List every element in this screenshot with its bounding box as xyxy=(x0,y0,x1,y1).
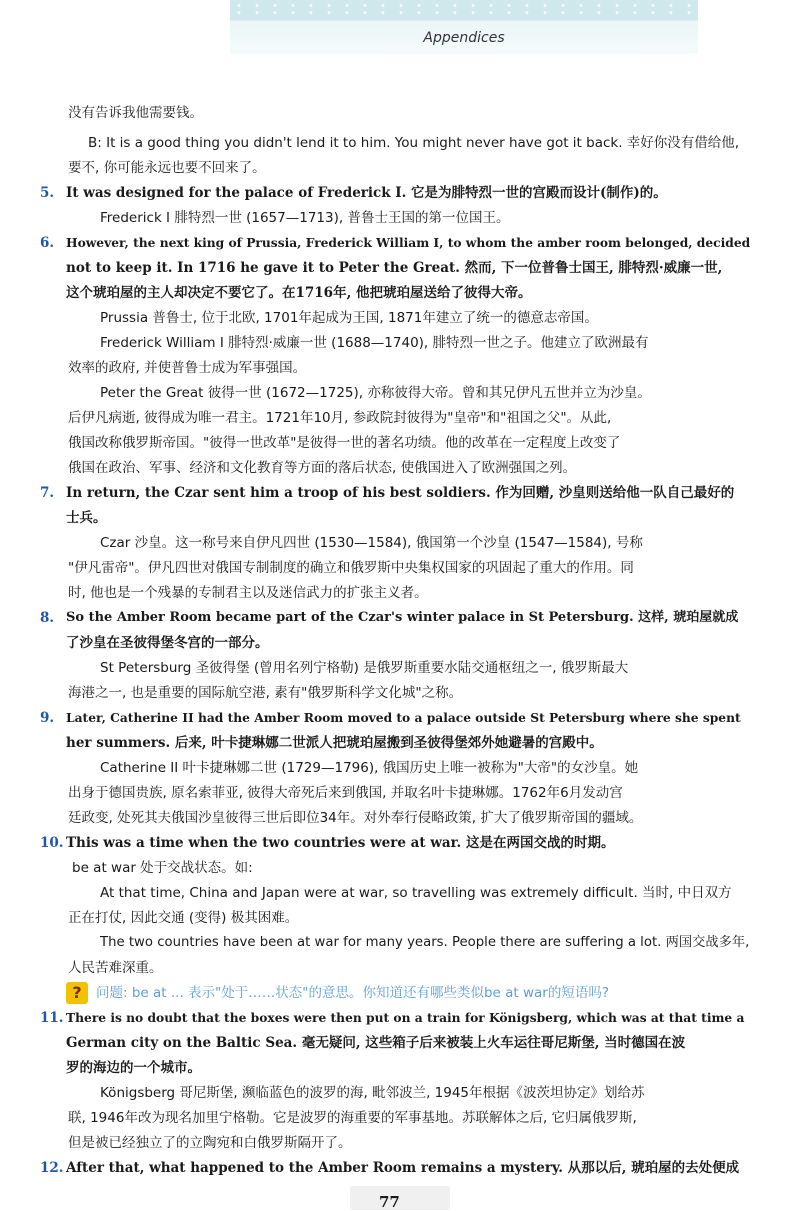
text-line: 廷政变, 处死其夫俄国沙皇彼得三世后即位34年。对外奉行侵略政策, 扩大了俄罗斯帝国的疆域。 xyxy=(68,810,643,826)
text-line: be at war 处于交战状态。如: xyxy=(72,860,253,876)
item-number: 11. xyxy=(40,1010,64,1026)
text-line: Czar 沙皇。这一称号来自伊凡四世 (1530—1584), 俄国第一个沙皇 (1547—1584), 号称 xyxy=(100,535,643,551)
item-number: 9. xyxy=(40,710,55,726)
text-line: 但是被已经独立了的立陶宛和白俄罗斯隔开了。 xyxy=(68,1135,352,1151)
item-heading-line: 这个琥珀屋的主人却决定不要它了。在1716年, 他把琥珀屋送给了彼得大帝。 xyxy=(66,285,532,301)
item-heading-line: her summers. 后来, 叶卡捷琳娜二世派人把琥珀屋搬到圣彼得堡郊外她避暑的宫殿中。 xyxy=(66,735,603,751)
header-decoration xyxy=(230,2,698,18)
text-line: 时, 他也是一个残暴的专制君主以及迷信武力的扩张主义者。 xyxy=(68,585,428,601)
text-line: 效率的政府, 并使普鲁士成为军事强国。 xyxy=(68,360,307,376)
text-line: The two countries have been at war for many years. People there are suffering a lot. 两国交战多年, xyxy=(100,935,750,950)
text-line: Prussia 普鲁士, 位于北欧, 1701年起成为王国, 1871年建立了统一的德意志帝国。 xyxy=(100,310,598,326)
item-heading-line: After that, what happened to the Amber Room remains a mystery. 从那以后, 琥珀屋的去处便成 xyxy=(66,1160,740,1176)
text-line: 人民苦难深重。 xyxy=(68,960,163,976)
item-heading-line: German city on the Baltic Sea. 毫无疑问, 这些箱子后来被装上火车运往哥尼斯堡, 当时德国在波 xyxy=(66,1035,686,1051)
item-number: 5. xyxy=(40,185,55,201)
text-line: 正在打仗, 因此交通 (变得) 极其困难。 xyxy=(68,910,299,926)
item-number: 10. xyxy=(40,835,64,851)
text-line: B: It is a good thing you didn't lend it to him. You might never have got it back. 幸好你没有借给他, xyxy=(88,135,740,151)
item-number: 7. xyxy=(40,485,55,501)
text-line: 俄国改称俄罗斯帝国。"彼得一世改革"是彼得一世的著名功绩。他的改革在一定程度上改变了 xyxy=(68,435,621,451)
text-line: Frederick I 腓特烈一世 (1657—1713), 普鲁士王国的第一位国王。 xyxy=(100,210,510,226)
page-number: 77 xyxy=(379,1193,400,1211)
header-band xyxy=(230,0,698,54)
text-line: 海港之一, 也是重要的国际航空港, 素有"俄罗斯科学文化城"之称。 xyxy=(68,685,463,701)
item-heading-line: So the Amber Room became part of the Czar's winter palace in St Petersburg. 这样, 琥珀屋就成 xyxy=(66,610,739,625)
text-line: Königsberg 哥尼斯堡, 濒临蓝色的波罗的海, 毗邻波兰, 1945年根据《波茨坦协定》划给苏 xyxy=(100,1085,645,1101)
text-line: 联, 1946年改为现名加里宁格勒。它是波罗的海重要的军事基地。苏联解体之后, 它归属俄罗斯, xyxy=(68,1110,637,1126)
text-line: At that time, China and Japan were at war, so travelling was extremely difficult. 当时, 中日双方 xyxy=(100,885,732,901)
page-number-box xyxy=(350,1186,450,1210)
item-heading-line: In return, the Czar sent him a troop of his best soldiers. 作为回赠, 沙皇则送给他一队自己最好的 xyxy=(66,485,735,501)
item-heading-line: 罗的海边的一个城市。 xyxy=(66,1060,201,1076)
item-heading-line: However, the next king of Prussia, Frederick William I, to whom the amber room belonged, decided xyxy=(66,235,751,250)
item-heading-line: 了沙皇在圣彼得堡冬宫的一部分。 xyxy=(66,635,269,651)
text-line: "伊凡雷帝"。伊凡四世对俄国专制制度的确立和俄罗斯中央集权国家的巩固起了重大的作用。同 xyxy=(68,560,634,576)
item-heading-line: not to keep it. In 1716 he gave it to Peter the Great. 然而, 下一位普鲁士国王, 腓特烈·威廉一世, xyxy=(66,260,723,276)
item-number: 6. xyxy=(40,235,55,251)
item-heading-line: There is no doubt that the boxes were then put on a train for Königsberg, which was at that time a xyxy=(66,1010,745,1025)
text-line: 没有告诉我他需要钱。 xyxy=(68,105,203,121)
item-number: 12. xyxy=(40,1160,64,1176)
item-heading-line: Later, Catherine II had the Amber Room moved to a palace outside St Petersburg where she spent xyxy=(66,710,741,725)
page-section-title: Appendices xyxy=(423,30,505,46)
text-line: Peter the Great 彼得一世 (1672—1725), 亦称彼得大帝。曾和其兄伊凡五世并立为沙皇。 xyxy=(100,385,651,401)
text-line: Catherine II 叶卡捷琳娜二世 (1729—1796), 俄国历史上唯一被称为"大帝"的女沙皇。她 xyxy=(100,760,639,776)
question-icon: ? xyxy=(66,982,88,1004)
text-line: 问题: be at ... 表示"处于……状态"的意思。你知道还有哪些类似be at war的短语吗? xyxy=(96,985,609,1001)
text-line: 出身于德国贵族, 原名索菲亚, 彼得大帝死后来到俄国, 并取名叶卡捷琳娜。1762年6月发动宫 xyxy=(68,785,623,801)
text-line: 后伊凡病逝, 彼得成为唯一君主。1721年10月, 参政院封彼得为"皇帝"和"祖国之父"。从此, xyxy=(68,410,612,426)
text-line: 俄国在政治、军事、经济和文化教育等方面的落后状态, 使俄国进入了欧洲强国之列。 xyxy=(68,460,577,476)
item-heading-line: 士兵。 xyxy=(66,510,107,526)
item-heading-line: It was designed for the palace of Frederick I. 它是为腓特烈一世的宫殿而设计(制作)的。 xyxy=(66,185,667,201)
text-line: 要不, 你可能永远也要不回来了。 xyxy=(68,160,266,176)
text-line: Frederick William I 腓特烈·威廉一世 (1688—1740), 腓特烈一世之子。他建立了欧洲最有 xyxy=(100,335,649,351)
item-number: 8. xyxy=(40,610,55,626)
item-heading-line: This was a time when the two countries were at war. 这是在两国交战的时期。 xyxy=(66,835,615,851)
text-line: St Petersburg 圣彼得堡 (曾用名列宁格勒) 是俄罗斯重要水陆交通枢纽之一, 俄罗斯最大 xyxy=(100,660,629,676)
